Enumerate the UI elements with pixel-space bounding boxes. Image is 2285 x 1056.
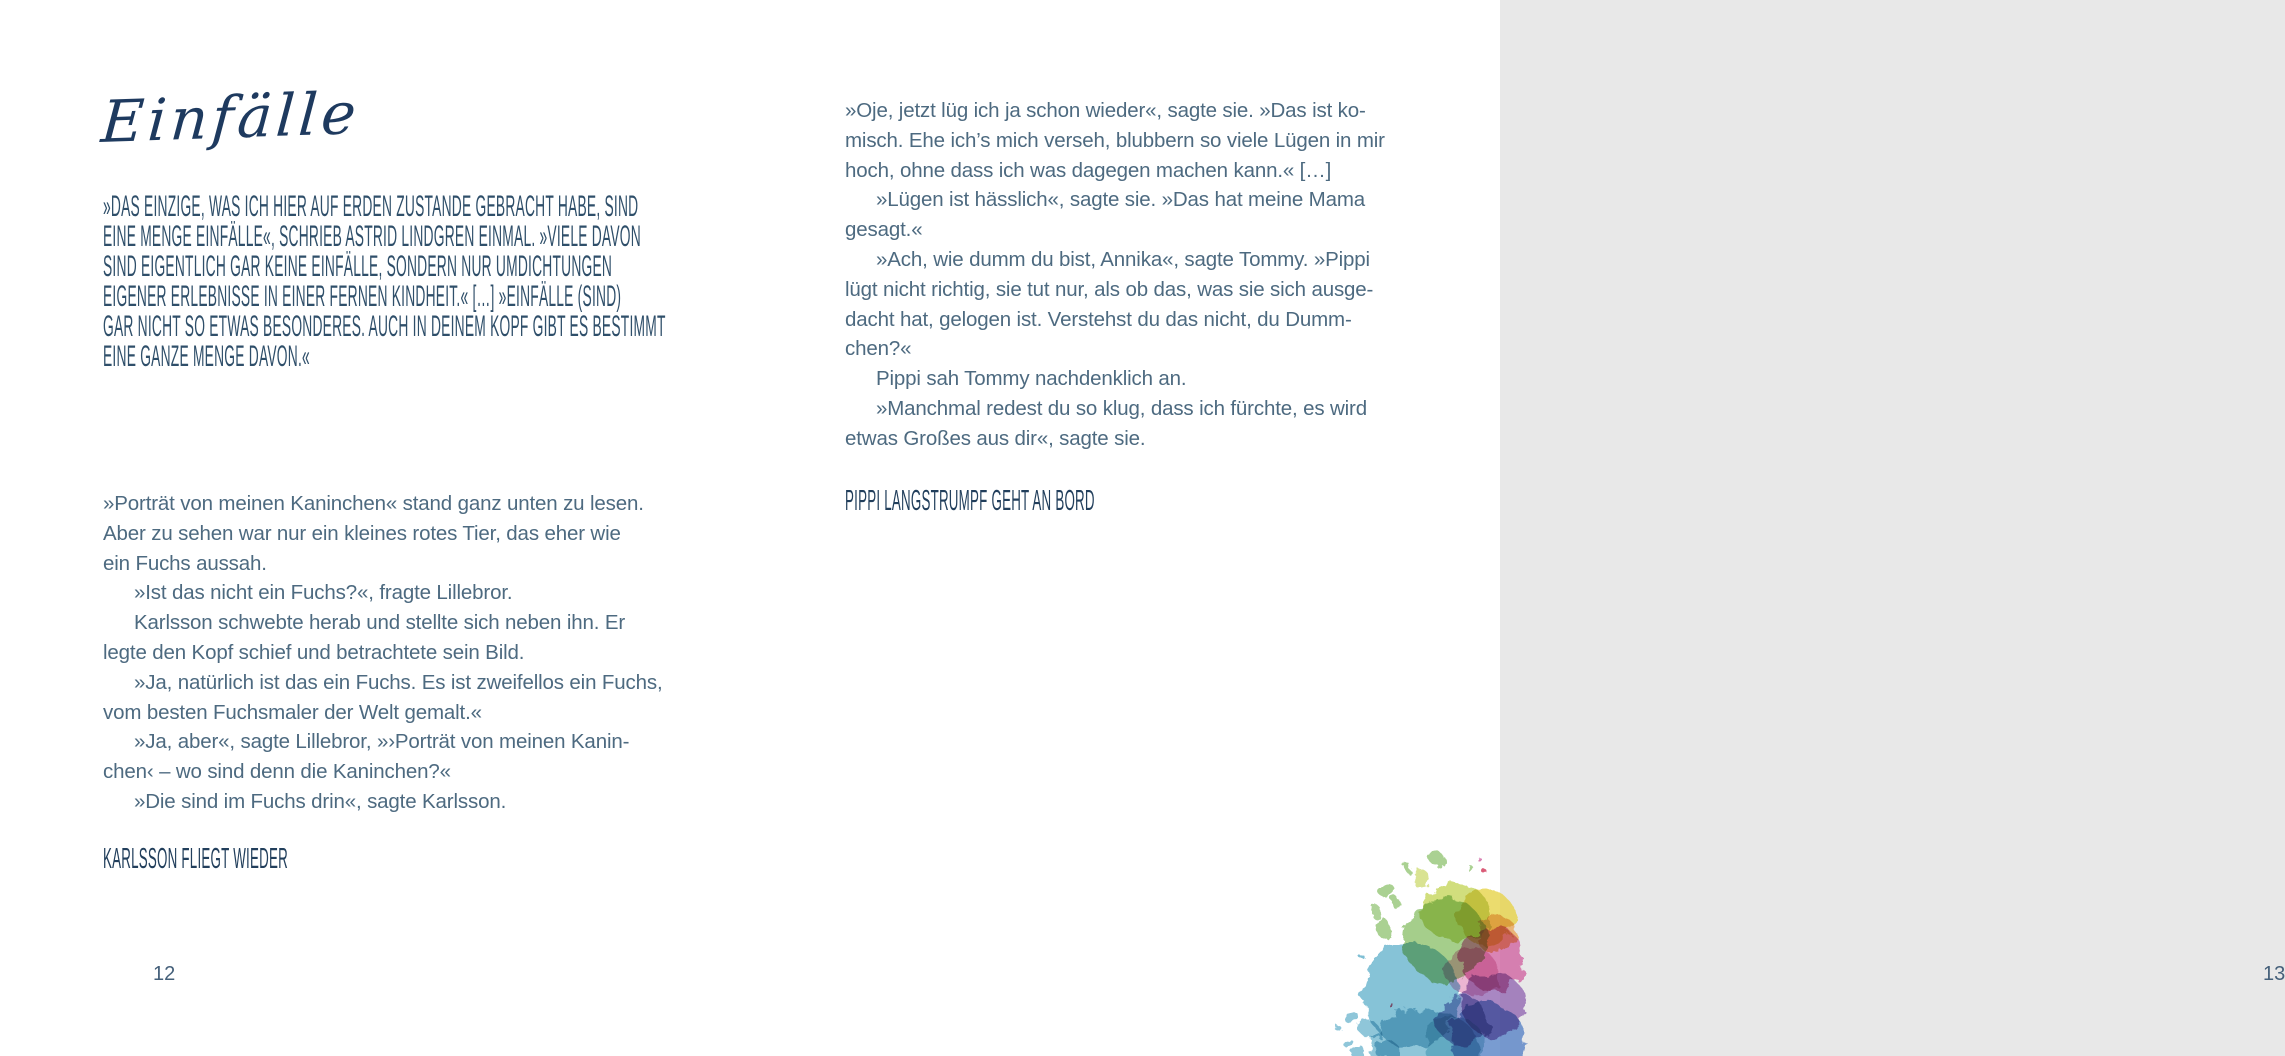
chapter-title: Einfälle bbox=[99, 79, 363, 156]
text-line bbox=[103, 190, 723, 223]
text-line-condensed: EIGENER ERLEBNISSE IN EINER FERNEN KINDHEIT.« […] »EINFÄLLE (SIND) bbox=[103, 280, 622, 313]
text-line: Pippi sah Tommy nachdenklich an. bbox=[876, 367, 1187, 391]
splash-drop-teal bbox=[1361, 1021, 1379, 1039]
splash-speck-magenta bbox=[1474, 854, 1478, 858]
text-line: etwas Großes aus dir«, sagte sie. bbox=[845, 426, 1146, 450]
left-page bbox=[99, 0, 668, 1056]
text-line-condensed: GAR NICHT SO ETWAS BESONDERES. AUCH IN DEINEM KOPF GIBT ES BESTIMMT bbox=[103, 310, 666, 343]
text-line: »Die sind im Fuchs drin«, sagte Karlsson. bbox=[134, 789, 507, 813]
source-caption-left bbox=[103, 843, 505, 873]
splash-drop-green bbox=[1467, 865, 1473, 871]
splash-drop-green bbox=[1377, 918, 1389, 938]
text-line: »Porträt von meinen Kaninchen« stand ganz unten zu lesen. bbox=[103, 492, 644, 515]
splash-drop-teal bbox=[1335, 1025, 1341, 1031]
excerpt-text-right bbox=[845, 96, 1445, 454]
lindgren-quote-block bbox=[103, 190, 723, 373]
splash-drop-teal bbox=[1351, 1045, 1365, 1056]
source-caption-right-label: PIPPI LANGSTRUMPF GEHT AN BORD bbox=[845, 485, 1095, 517]
splash-blob-dark-blue bbox=[1436, 996, 1488, 1044]
text-line-condensed: EINE MENGE EINFÄLLE«, SCHRIEB ASTRID LINDGREN EINMAL. »VIELE DAVON bbox=[103, 220, 641, 253]
text-line bbox=[103, 280, 723, 313]
text-line-condensed: SIND EIGENTLICH GAR KEINE EINFÄLLE, SONDERN NUR UMDICHTUNGEN bbox=[103, 250, 613, 283]
text-line: hoch, ohne dass ich was dagegen machen kann.« […] bbox=[845, 158, 1332, 182]
text-line-condensed: EINE GANZE MENGE DAVON.« bbox=[103, 340, 310, 373]
splash-drop-green bbox=[1370, 906, 1382, 918]
watercolor-splash-decoration bbox=[1280, 816, 1500, 1056]
page-number-right: 13 bbox=[2263, 963, 2285, 985]
splash-drop-teal bbox=[1345, 1011, 1359, 1025]
text-line: chen‹ – wo sind denn die Kaninchen?« bbox=[103, 760, 451, 784]
text-line: chen?« bbox=[845, 337, 912, 361]
text-line: lügt nicht richtig, sie tut nur, als ob das, was sie sich ausge- bbox=[845, 277, 1374, 301]
excerpt-text-left bbox=[103, 489, 703, 817]
text-line: »Ist das nicht ein Fuchs?«, fragte Lillebror. bbox=[134, 581, 513, 605]
splash-drop-green bbox=[1411, 869, 1429, 887]
text-line: dacht hat, gelogen ist. Verstehst du das nicht, du Dumm- bbox=[845, 307, 1352, 331]
text-line-condensed: »DAS EINZIGE, WAS ICH HIER AUF ERDEN ZUSTANDE GEBRACHT HABE, SIND bbox=[103, 190, 639, 223]
splash-drop-teal bbox=[1340, 1035, 1350, 1045]
text-line: gesagt.« bbox=[845, 218, 923, 242]
splash-speck-crimson bbox=[1391, 1005, 1395, 1009]
text-line: »Ach, wie dumm du bist, Annika«, sagte Tommy. »Pippi bbox=[876, 247, 1370, 271]
source-caption-right bbox=[845, 485, 1388, 515]
text-line: »Lügen ist hässlich«, sagte sie. »Das hat meine Mama bbox=[876, 188, 1366, 212]
text-line: »Ja, aber«, sagte Lillebror, »›Porträt von meinen Kanin- bbox=[134, 730, 630, 754]
text-line: misch. Ehe ich’s mich verseh, blubbern so viele Lügen in mir bbox=[845, 128, 1385, 152]
source-caption-left-label: KARLSSON FLIEGT WIEDER bbox=[103, 843, 288, 875]
text-line bbox=[103, 220, 723, 253]
text-line bbox=[103, 250, 723, 283]
text-line: »Manchmal redest du so klug, dass ich fürchte, es wird bbox=[876, 396, 1367, 420]
splash-drop-green bbox=[1404, 864, 1412, 872]
splash-drop-green bbox=[1393, 900, 1403, 910]
page-number-left: 12 bbox=[153, 963, 176, 985]
text-line: Aber zu sehen war nur ein kleines rotes Tier, das eher wie bbox=[103, 521, 621, 545]
text-line: ein Fuchs aussah. bbox=[103, 551, 267, 575]
text-line bbox=[103, 340, 723, 373]
splash-drop-green bbox=[1431, 853, 1445, 867]
text-line: legte den Kopf schief und betrachtete sein Bild. bbox=[103, 640, 525, 664]
text-line bbox=[103, 310, 723, 343]
text-line: »Ja, natürlich ist das ein Fuchs. Es ist zweifellos ein Fuchs, bbox=[134, 670, 663, 694]
text-line: Karlsson schwebte herab und stellte sich neben ihn. Er bbox=[134, 611, 626, 635]
text-line: vom besten Fuchsmaler der Welt gemalt.« bbox=[103, 700, 482, 724]
splash-speck-crimson bbox=[1483, 870, 1488, 875]
splash-drop-green bbox=[1380, 884, 1396, 900]
text-line: »Oje, jetzt lüg ich ja schon wieder«, sagte sie. »Das ist ko- bbox=[845, 99, 1366, 122]
splash-drop-teal bbox=[1358, 953, 1363, 958]
